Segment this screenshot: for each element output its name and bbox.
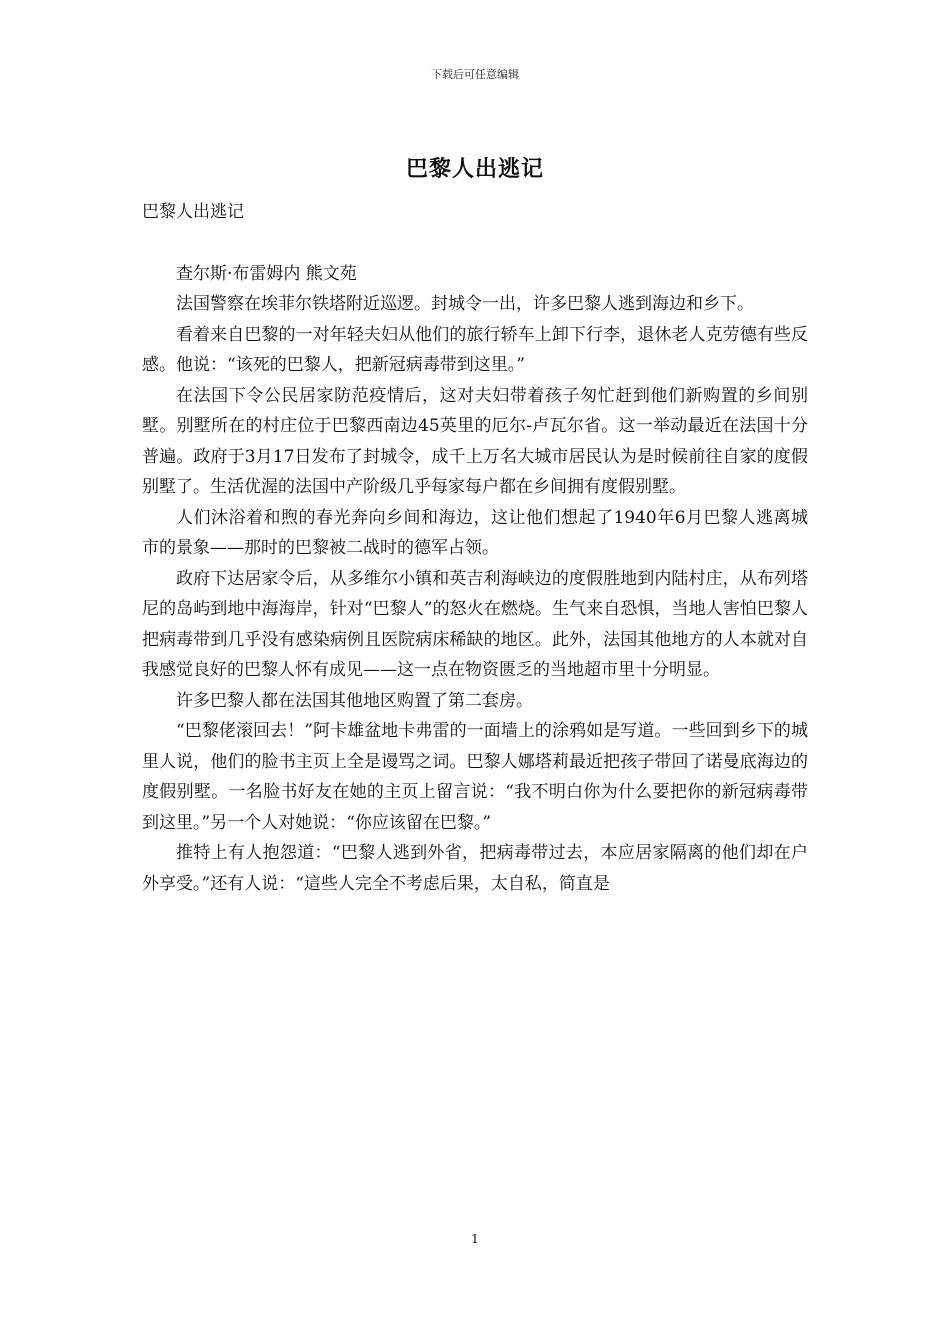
- paragraph: 政府下达居家令后，从多维尔小镇和英吉利海峡边的度假胜地到内陆村庄，从布列塔尼的岛屿到地中海海岸，针对“巴黎人”的怒火在燃烧。生气来自恐惧，当地人害怕巴黎人把病毒带到几乎没有感染病例且医院病床稀缺的地区。此外，法国其他地方的人本就对自我感觉良好的巴黎人怀有成见——这一点在物资匮乏的当地超市里十分明显。: [142, 568, 808, 680]
- paragraph: 法国警察在埃菲尔铁塔附近巡逻。封城令一出，许多巴黎人逃到海边和乡下。: [176, 294, 754, 314]
- document-body: [142, 197, 808, 899]
- page-header-note: 下载后可任意编辑: [431, 68, 519, 81]
- paragraph: 许多巴黎人都在法国其他地区购置了第二套房。: [176, 690, 533, 711]
- paragraph: 看着来自巴黎的一对年轻夫妇从他们的旅行轿车上卸下行李，退休老人克劳德有些反感。他说：“该死的巴黎人，把新冠病毒带到这里。”: [142, 324, 808, 375]
- paragraph: “巴黎佬滚回去！”阿卡雄盆地卡弗雷的一面墙上的涂鸦如是写道。一些回到乡下的城里人说，他们的脸书主页上全是谩骂之词。巴黎人娜塔莉最近把孩子带回了诺曼底海边的度假别墅。一名脸书好友在她的主页上留言说：“我不明白你为什么要把你的新冠病毒带到这里。”另一个人对她说：“你应该留在巴黎。”: [142, 721, 808, 833]
- byline: 查尔斯·布雷姆内 熊文苑: [176, 263, 357, 284]
- paragraph: 在法国下令公民居家防范疫情后，这对夫妇带着孩子匆忙赶到他们新购置的乡间别墅。别墅所在的村庄位于巴黎西南边45英里的厄尔-卢瓦尔省。这一举动最近在法国十分普遍。政府于3月17日发布了封城令，成千上万名大城市居民认为是时候前往自家的度假别墅了。生活优渥的法国中产阶级几乎每家每户都在乡间拥有度假别墅。: [142, 385, 808, 497]
- paragraph: 推特上有人抱怨道：“巴黎人逃到外省，把病毒带过去，本应居家隔离的他们却在户外享受。”还有人说：“這些人完全不考虑后果，太自私，简直是: [142, 843, 808, 894]
- document-subtitle: 巴黎人出逃记: [142, 202, 244, 222]
- paragraph: 人们沐浴着和煦的春光奔向乡间和海边，这让他们想起了1940年6月巴黎人逃离城市的景象——那时的巴黎被二战时的德军占领。: [142, 507, 808, 558]
- page-number: 1: [471, 1232, 479, 1246]
- document-title: 巴黎人出逃记: [405, 157, 544, 182]
